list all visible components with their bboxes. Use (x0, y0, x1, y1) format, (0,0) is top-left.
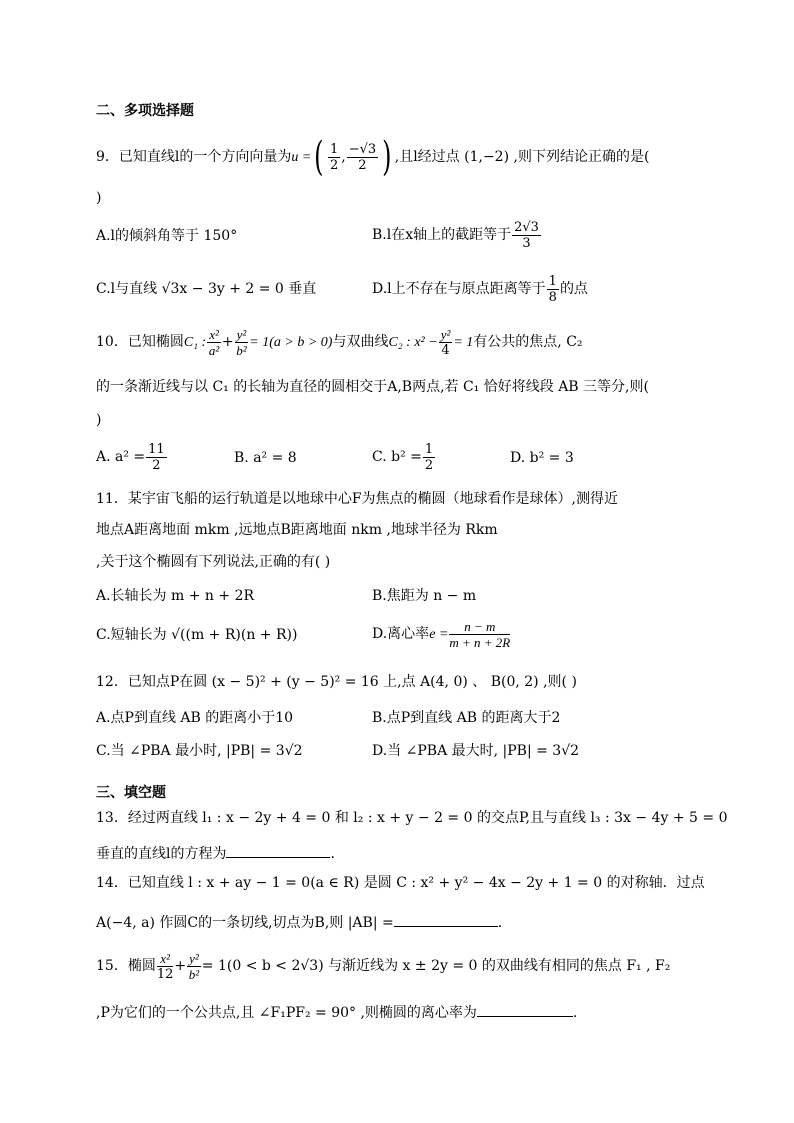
q9-stem-part2: ,且l经过点 (1,−2) ,则下列结论正确的是( (394, 149, 650, 165)
q10-option-c (372, 439, 436, 475)
q9-d-fraction (547, 274, 559, 305)
question-9-stem: 9．已知直线l的一个方向向量为u =( $\frac{1}{2}$ , $\frac{-√3}{2}$ ) ,且l经过点 (1,−2) ,则下列结论正确的是( (96, 134, 650, 180)
q15-answer-blank[interactable] (477, 1002, 573, 1017)
q11-d-fraction (449, 619, 510, 650)
q10-hyperbola-y (439, 327, 453, 358)
q10-ey-den: b² (236, 342, 247, 358)
q11-d-den: m + n + 2R (449, 634, 511, 650)
q15-y-den: b² (188, 966, 200, 982)
q9-close-paren: ) (96, 190, 102, 206)
q15-y-num: y² (189, 950, 199, 966)
q9-stem-part1: 9．已知直线l的一个方向向量为 (96, 149, 292, 165)
q10-hy-num: y² (440, 326, 451, 342)
q10-close-paren: ) (96, 412, 102, 428)
q9-vector-y (347, 142, 378, 173)
q9-b-text: B.l在x轴上的截距等于 (372, 227, 512, 243)
q10-c1: C₁ : (183, 335, 207, 350)
q14-line-2 (96, 912, 502, 933)
q12-option-b: B.点P到直线 AB 的距离大于2 (372, 710, 561, 726)
q10-c-fraction (423, 442, 435, 473)
q9-vector-x (328, 142, 340, 173)
q12-option-c: C.当 ∠PBA 最小时, |PB| = 3√2 (96, 743, 303, 759)
q10-c2: C₂ : x² − (388, 335, 438, 350)
q10-stem-part2: 有公共的焦点, C₂ (473, 334, 583, 350)
q14-line-1: 14．已知直线 l : x + ay − 1 = 0(a ∈ R) 是圆 C : x² + y² − 4x − 2y + 1 = 0 的对称轴．过点 (96, 875, 705, 891)
q12-option-a: A.点P到直线 AB 的距离小于10 (96, 710, 294, 726)
question-15-stem (96, 946, 670, 986)
q15-line-2 (96, 1002, 577, 1023)
q15-ellipse-y (187, 951, 201, 982)
q15-x-num: x² (157, 951, 174, 967)
q9-d-text: D.l上不存在与原点距离等于 (372, 281, 546, 297)
section-heading-fill-blank: 三、填空题 (96, 785, 166, 801)
q9-vx-den: 2 (329, 157, 339, 173)
q10-option-d: D. b² = 3 (510, 450, 574, 466)
q10-plus: + (221, 334, 234, 350)
q9-option-c: C.l与直线 √3x − 3y + 2 = 0 垂直 (96, 281, 317, 297)
q9-option-a: A.l的倾斜角等于 150° (96, 228, 238, 244)
q9-d-post: 的点 (559, 281, 588, 297)
q11-option-d (372, 616, 511, 652)
q14-period: . (497, 915, 503, 931)
q11-line-2: 地点A距离地面 mkm ,远地点B距离地面 nkm ,地球半径为 Rkm (96, 522, 498, 538)
q14-line-2-text: A(−4, a) 作圆C的一条切线,切点为B,则 |AB| = (96, 915, 394, 931)
q13-line-2-text: 垂直的直线l的方程为 (96, 846, 227, 862)
q15-ellipse-x (157, 951, 174, 982)
q9-d-num: 1 (548, 273, 557, 289)
q10-ellipse-rest: = 1(a > b > 0) (249, 335, 333, 350)
q11-line-3: ,关于这个椭圆有下列说法,正确的有( ) (96, 554, 331, 570)
q10-ellipse-x (207, 327, 221, 358)
q9-vy-num: −√3 (348, 141, 377, 157)
q10-a-den: 2 (152, 457, 161, 473)
q15-stem-rest: = 1(0 < b < 2√3) 与渐近线为 x ± 2y = 0 的双曲线有相同的焦点 F₁ , F₂ (201, 958, 671, 974)
q9-left-paren: ( (314, 134, 324, 180)
q11-d-e: e = (429, 627, 449, 642)
q9-right-paren: ) (382, 134, 392, 180)
q10-a-num: 11 (148, 441, 165, 457)
q11-option-b: B.焦距为 n − m (372, 588, 477, 604)
q10-ellipse-y (235, 327, 249, 358)
q9-vy-den: 2 (358, 157, 367, 173)
q13-line-2 (96, 843, 335, 864)
q15-x-den: 12 (156, 966, 174, 982)
q12-line-1: 12．已知点P在圆 (x − 5)² + (y − 5)² = 16 上,点 A(4, 0) 、 B(0, 2) ,则( ) (96, 674, 577, 690)
q10-ex-den: a² (208, 342, 220, 358)
q9-option-b (372, 217, 542, 253)
q15-period: . (572, 1005, 578, 1021)
question-10-stem (96, 324, 583, 360)
q10-hy-den: 4 (441, 342, 450, 358)
q11-d-text: D.离心率 (372, 626, 430, 642)
q9-b-fraction (512, 220, 541, 251)
q11-line-1: 11．某宇宙飞船的运行轨道是以地球中心F为焦点的椭圆（地球看作是球体）,测得近 (96, 491, 618, 507)
q10-c-den: 2 (424, 457, 434, 473)
q15-stem-part1: 15．椭圆 (96, 958, 156, 974)
q10-mid: 与双曲线 (332, 334, 389, 350)
q14-answer-blank[interactable] (394, 912, 498, 927)
q11-option-a: A.长轴长为 m + n + 2R (96, 588, 255, 604)
q11-option-c: C.短轴长为 √((m + R)(n + R)) (96, 627, 298, 643)
q15-line-2-text: ,P为它们的一个公共点,且 ∠F₁PF₂ = 90° ,则椭圆的离心率为 (96, 1005, 477, 1021)
q10-c-text: C. b² = (372, 449, 422, 465)
q10-option-b: B. a² = 8 (234, 450, 297, 466)
q9-b-den: 3 (522, 235, 531, 251)
q10-hyp-rest: = 1 (453, 335, 474, 350)
q9-d-den: 8 (548, 289, 557, 305)
q10-ex-num: x² (209, 326, 219, 342)
q10-ey-num: y² (236, 326, 247, 342)
q9-b-num: 2√3 (514, 219, 539, 235)
q13-answer-blank[interactable] (226, 843, 330, 858)
q10-a-text: A. a² = (96, 449, 146, 465)
q10-line-2: 的一条渐近线与以 C₁ 的长轴为直径的圆相交于A,B两点,若 C₁ 恰好将线段 AB 三等分,则( (96, 379, 649, 395)
q9-vx-num: 1 (329, 141, 339, 157)
q15-plus: + (174, 958, 187, 974)
q11-d-num: n − m (449, 619, 510, 635)
q13-period: . (330, 846, 335, 862)
q12-option-d: D.当 ∠PBA 最大时, |PB| = 3√2 (372, 743, 580, 759)
q10-stem-part1: 10．已知椭圆 (96, 334, 184, 350)
q10-a-fraction (146, 442, 167, 473)
section-heading-multiple-choice: 二、多项选择题 (96, 103, 194, 119)
q10-option-a (96, 439, 168, 475)
q9-vector-u: u = (291, 150, 312, 165)
q9-option-d (372, 271, 588, 307)
q10-c-num: 1 (424, 441, 434, 457)
q13-line-1: 13．经过两直线 l₁ : x − 2y + 4 = 0 和 l₂ : x + y − 2 = 0 的交点P,且与直线 l₃ : 3x − 4y + 5 = 0 (96, 810, 728, 826)
